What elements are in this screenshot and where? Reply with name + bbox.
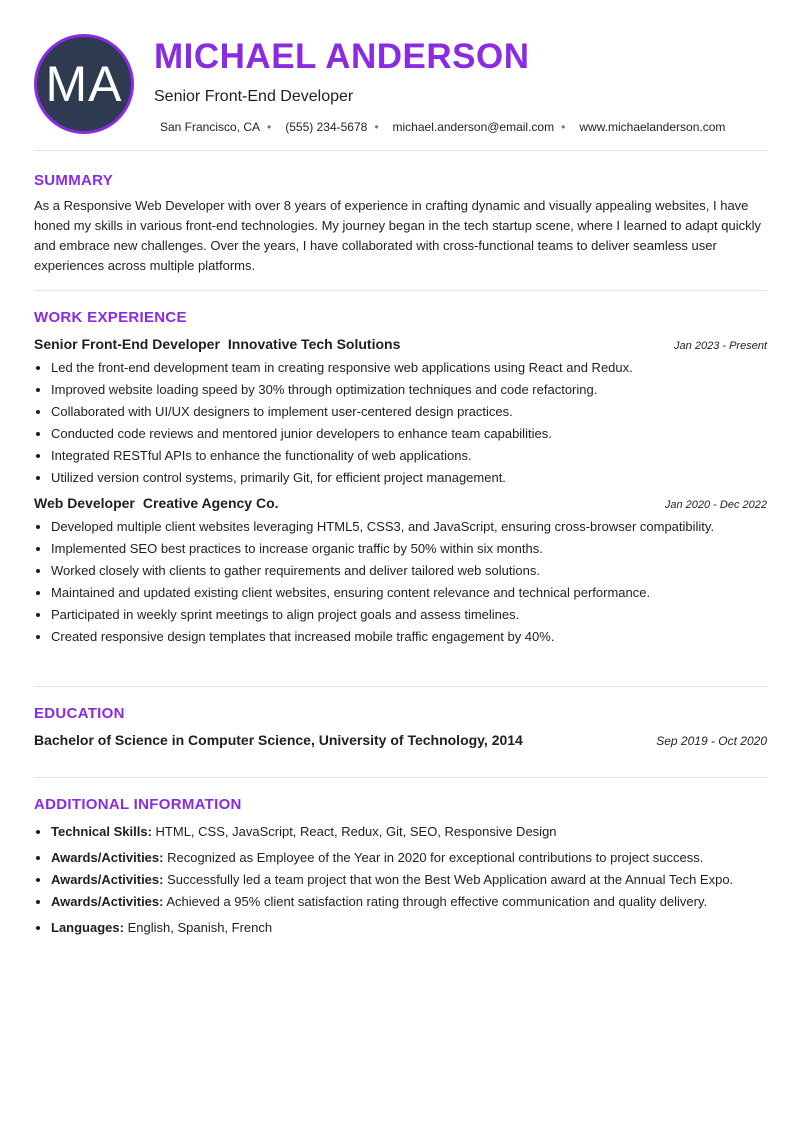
additional-list [34, 821, 767, 939]
item-text: English, Spanish, French [127, 920, 273, 935]
education-section [34, 687, 767, 778]
list-item: • Improved website loading speed by 30% through optimization techniques and code refactoring. [51, 379, 767, 401]
work-experience-section [34, 291, 767, 687]
list-item: • Led the front-end development team in creating responsive web applications using React and Redux. [51, 357, 767, 379]
job-bullets [34, 357, 767, 489]
contact-email[interactable]: michael.anderson@email.com [392, 120, 555, 134]
list-item: • Maintained and updated existing client websites, ensuring content relevance and technical performance. [51, 582, 767, 604]
list-item [51, 869, 767, 891]
degree: Bachelor of Science in Computer Science, University of Technology, 2014 [34, 732, 523, 748]
section-title: WORK EXPERIENCE [34, 309, 187, 326]
item-label: Languages: [51, 920, 124, 935]
list-item [51, 847, 767, 869]
job-title [34, 495, 279, 511]
item-text: Recognized as Employee of the Year in 2020 for exceptional contributions to project success. [167, 850, 704, 865]
job-company: Innovative Tech Solutions [227, 336, 401, 352]
item-text: HTML, CSS, JavaScript, React, Redux, Git, SEO, Responsive Design [155, 824, 557, 839]
bullet-separator-icon: • [267, 120, 272, 134]
summary-section [34, 151, 767, 291]
job-dates: Jan 2023 - Present [674, 340, 767, 352]
section-title: ADDITIONAL INFORMATION [34, 796, 242, 813]
education-entry [34, 732, 767, 748]
job-header [34, 336, 767, 352]
education-dates: Sep 2019 - Oct 2020 [656, 734, 767, 748]
list-item: • Developed multiple client websites leveraging HTML5, CSS3, and JavaScript, ensuring cross-browser compatibility. [51, 516, 767, 538]
list-item: • Utilized version control systems, primarily Git, for efficient project management. [51, 467, 767, 489]
item-label: Technical Skills: [51, 824, 152, 839]
job-dates: Jan 2020 - Dec 2022 [664, 499, 767, 511]
contact-bar [160, 120, 725, 134]
contact-location: San Francisco, CA [160, 120, 261, 134]
bullet-separator-icon: • [561, 120, 566, 134]
list-item: • Worked closely with clients to gather requirements and deliver tailored web solutions. [51, 560, 767, 582]
job-entry [34, 336, 767, 489]
item-label: Awards/Activities: [51, 872, 164, 887]
resume-header [34, 0, 767, 151]
list-item: • Collaborated with UI/UX designers to implement user-centered design practices. [51, 401, 767, 423]
job-position: Senior Front-End Developer [34, 336, 220, 352]
bullet-separator-icon: • [374, 120, 379, 134]
job-title [34, 336, 400, 352]
candidate-name: MICHAEL ANDERSON [154, 37, 530, 76]
item-label: Awards/Activities: [51, 850, 164, 865]
list-item: • Participated in weekly sprint meetings to align project goals and assess timelines. [51, 604, 767, 626]
contact-phone: (555) 234-5678 [285, 120, 368, 134]
list-item: • Integrated RESTful APIs to enhance the functionality of web applications. [51, 445, 767, 467]
summary-text: As a Responsive Web Developer with over 8 years of experience in crafting dynamic and visually appealing websites, I have honed my skills in various front-end technologies. My journey began in the tech startup scene, where I learned to adapt quickly and embrace new challenges. Over the years, I have collaborated with cross-functional teams to deliver seamless user experiences across multiple platforms. [34, 198, 761, 273]
avatar: MA [34, 34, 134, 134]
contact-website[interactable]: www.michaelanderson.com [579, 120, 726, 134]
job-header [34, 495, 767, 511]
additional-information-section [34, 778, 767, 939]
list-item [51, 917, 767, 939]
item-label: Awards/Activities: [51, 894, 164, 909]
list-item [51, 891, 767, 913]
item-text: Achieved a 95% client satisfaction rating through effective communication and quality delivery. [166, 894, 708, 909]
section-title: SUMMARY [34, 172, 114, 189]
candidate-role: Senior Front-End Developer [154, 88, 354, 105]
section-title: EDUCATION [34, 705, 125, 722]
job-bullets [34, 516, 767, 648]
list-item: • Created responsive design templates that increased mobile traffic engagement by 40%. [51, 626, 767, 648]
list-item: • Implemented SEO best practices to increase organic traffic by 50% within six months. [51, 538, 767, 560]
list-item [51, 821, 767, 843]
job-position: Web Developer [34, 495, 135, 511]
job-entry [34, 495, 767, 648]
job-company: Creative Agency Co. [142, 495, 279, 511]
item-text: Successfully led a team project that won the Best Web Application award at the Annual Tech Expo. [167, 872, 734, 887]
list-item: • Conducted code reviews and mentored junior developers to enhance team capabilities. [51, 423, 767, 445]
